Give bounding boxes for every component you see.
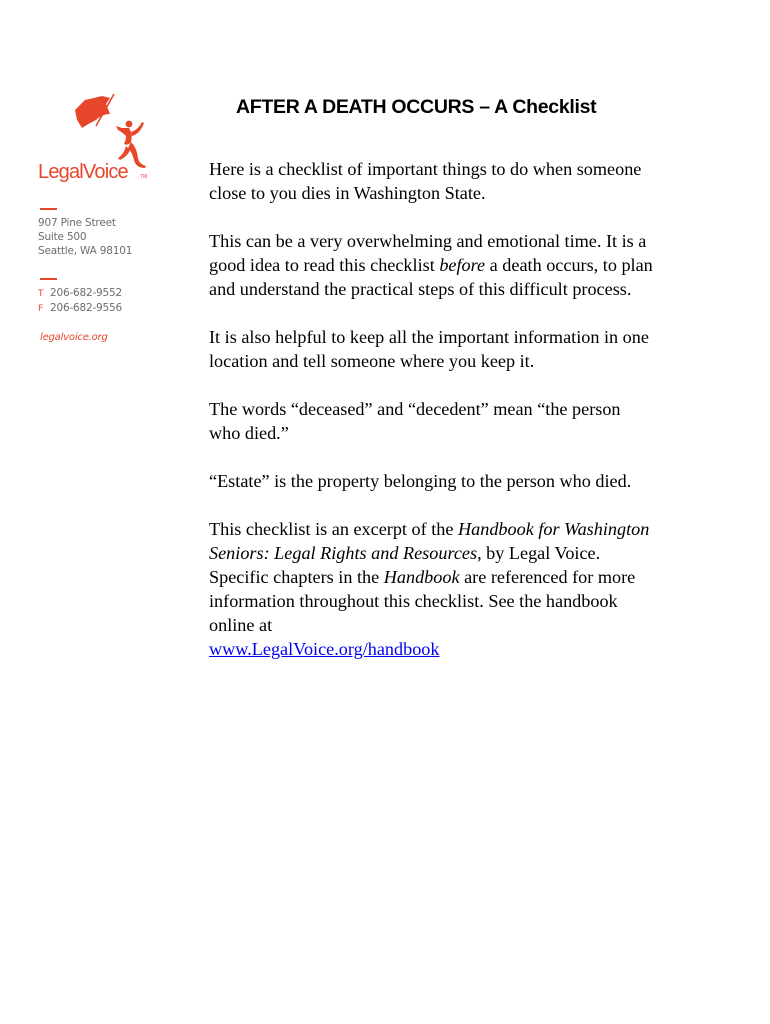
handbook-title: Handbook for Washington Seniors: Legal Rights and Resources [209, 519, 650, 563]
contact-divider [40, 278, 57, 280]
paragraph-text: This can be a very overwhelming and emotional time. It is a good idea to read this checklist [209, 231, 647, 275]
phone-row [38, 286, 122, 301]
paragraph-text: This checklist is an excerpt of the [209, 519, 458, 539]
logo-wordmark: LegalVoice [38, 161, 128, 182]
fax-row [38, 301, 122, 316]
paragraph-excerpt [209, 517, 654, 661]
fax-number: 206-682-9556 [50, 302, 122, 314]
phone-number[interactable]: 206-682-9552 [50, 287, 122, 299]
document-body [209, 96, 654, 685]
paragraph-definitions: The words “deceased” and “decedent” mean “the person who died.” [209, 399, 621, 443]
address-suite: Suite 500 [38, 231, 87, 243]
paragraph-keep-info: It is also helpful to keep all the important information in one location and tell someone where you keep it. [209, 327, 649, 371]
paragraph-overwhelming [209, 229, 654, 301]
paragraph-text: are referenced for more information throughout this checklist. See the handbook online at [209, 567, 636, 635]
fax-prefix: F [38, 304, 43, 314]
letterhead-sidebar [38, 92, 178, 343]
handbook-reference: Handbook [383, 567, 460, 587]
address-street: 907 Pine Street [38, 217, 116, 229]
paragraph-estate: “Estate” is the property belonging to the person who died. [209, 471, 632, 491]
phone-prefix: T [38, 289, 44, 299]
page-title: AFTER A DEATH OCCURS – A Checklist [236, 96, 597, 118]
contact-block [38, 278, 122, 316]
logo-trademark: TM [140, 174, 148, 180]
emphasis-before: before [439, 255, 486, 275]
paragraph-text: , by Legal Voice. Specific chapters in the [209, 543, 601, 587]
legal-voice-logo [38, 92, 158, 182]
address-divider [40, 208, 57, 210]
handbook-link[interactable]: www.LegalVoice.org/handbook [209, 639, 440, 659]
website-link[interactable]: legalvoice.org [40, 332, 108, 343]
paragraph-text: a death occurs, to plan and understand the practical steps of this difficult process. [209, 255, 653, 299]
address-block [38, 208, 132, 258]
paragraph-intro: Here is a checklist of important things to do when someone close to you dies in Washington State. [209, 159, 642, 203]
address-city: Seattle, WA 98101 [38, 245, 133, 257]
